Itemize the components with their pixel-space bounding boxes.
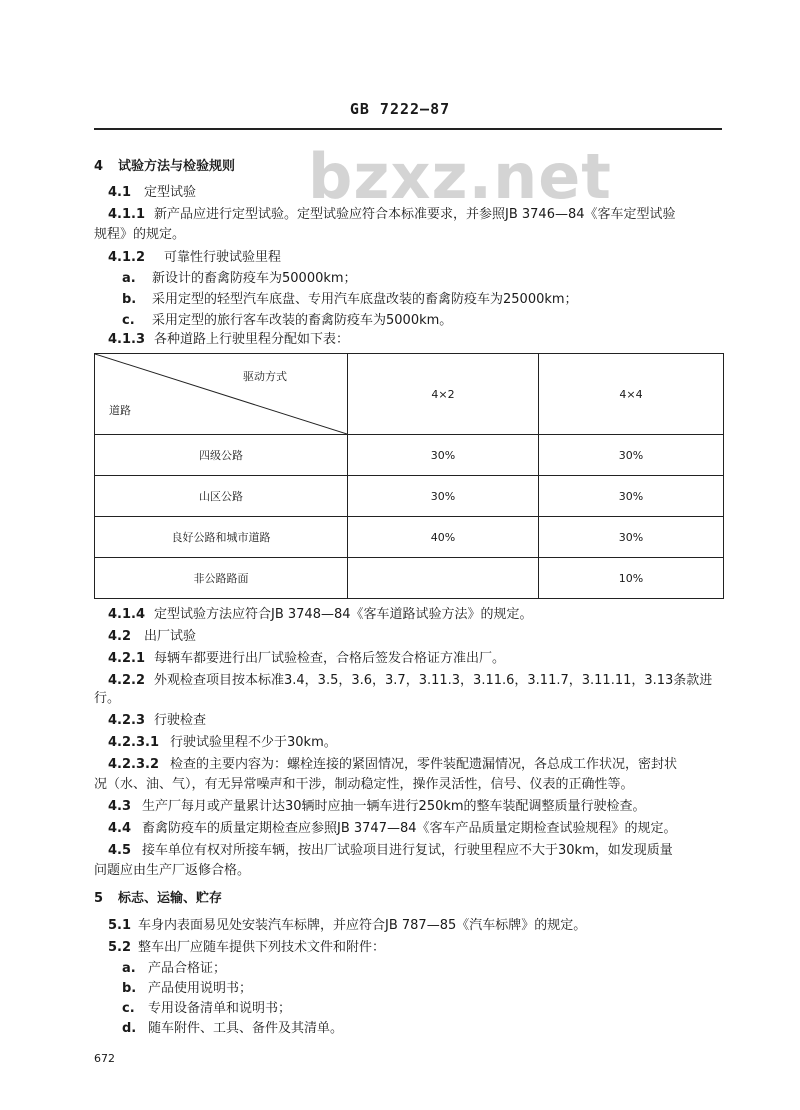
- row-4x2: 30%: [348, 435, 539, 476]
- mileage-table: [94, 353, 724, 599]
- page-header: GB 7222—87: [349, 100, 451, 118]
- clause-4-2-3-2: 4.2.3.2 检查的主要内容为：螺栓连接的紧固情况，零件装配遗漏情况，各总成工作状况，密封状: [108, 757, 678, 772]
- item-a: a. 新设计的畜禽防疫车为50000km；: [122, 271, 357, 286]
- clause-4-1-1-cont: 规程》的规定。: [94, 227, 186, 242]
- row-4x4: 30%: [539, 476, 724, 517]
- table-row: [95, 476, 724, 517]
- item-b: b. 产品使用说明书；: [122, 981, 253, 996]
- row-4x4: 30%: [539, 435, 724, 476]
- item-b: b. 采用定型的轻型汽车底盘、专用汽车底盘改装的畜禽防疫车为25000km；: [122, 292, 578, 307]
- header-road: 道路: [109, 404, 131, 417]
- row-4x4: 10%: [539, 558, 724, 599]
- section-5-heading: 5 标志、运输、贮存: [94, 891, 223, 906]
- clause-4-1-2: 4.1.2 可靠性行驶试验里程: [108, 250, 282, 265]
- header-4x2: 4×2: [348, 354, 539, 435]
- clause-4-2-3-1: 4.2.3.1 行驶试验里程不少于30km。: [108, 735, 337, 750]
- row-road: 非公路路面: [95, 558, 348, 599]
- clause-5-1: 5.1 车身内表面易见处安装汽车标牌，并应符合JB 787—85《汽车标牌》的规定。: [108, 918, 587, 933]
- clause-4-5-cont: 问题应由生产厂返修合格。: [94, 863, 251, 878]
- table-row: [95, 435, 724, 476]
- header-rule: [94, 128, 722, 130]
- watermark: bzxz.net: [308, 140, 612, 213]
- row-4x2: 30%: [348, 476, 539, 517]
- page-number: 672: [94, 1052, 115, 1065]
- clause-4-4: 4.4 畜禽防疫车的质量定期检查应参照JB 3747—84《客车产品质量定期检查试验规程》的规定。: [108, 821, 677, 836]
- diagonal-line: [95, 354, 347, 434]
- table-row: [95, 558, 724, 599]
- clause-4-2-3-2-cont: 况（水、油、气），有无异常噪声和干涉，制动稳定性，操作灵活性，信号、仪表的正确性等。: [94, 777, 634, 792]
- table-row: [95, 517, 724, 558]
- item-c: c. 采用定型的旅行客车改装的畜禽防疫车为5000km。: [122, 313, 453, 328]
- table-diagonal-header: [95, 354, 348, 435]
- clause-4-2-2: 4.2.2 外观检查项目按本标准3.4，3.5，3.6，3.7，3.11.3，3.11.6，3.11.7，3.11.11，3.13条款进: [108, 673, 713, 688]
- item-c: c. 专用设备清单和说明书；: [122, 1001, 292, 1016]
- clause-5-2: 5.2 整车出厂应随车提供下列技术文件和附件：: [108, 940, 386, 955]
- clause-4-2: 4.2 出厂试验: [108, 629, 197, 644]
- row-4x2: 40%: [348, 517, 539, 558]
- clause-4-2-2-cont: 行。: [94, 691, 121, 706]
- clause-4-2-1: 4.2.1 每辆车都要进行出厂试验检查，合格后签发合格证方准出厂。: [108, 651, 506, 666]
- header-4x4: 4×4: [539, 354, 724, 435]
- section-4-heading: 4 试验方法与检验规则: [94, 159, 236, 174]
- clause-4-1: 4.1 定型试验: [108, 185, 197, 200]
- clause-4-5: 4.5 接车单位有权对所接车辆，按出厂试验项目进行复试，行驶里程应不大于30km，如发现质量: [108, 843, 673, 858]
- clause-4-1-3: 4.1.3 各种道路上行驶里程分配如下表：: [108, 332, 350, 347]
- row-road: 山区公路: [95, 476, 348, 517]
- row-4x4: 30%: [539, 517, 724, 558]
- row-road: 良好公路和城市道路: [95, 517, 348, 558]
- clause-4-2-3: 4.2.3 行驶检查: [108, 713, 207, 728]
- row-road: 四级公路: [95, 435, 348, 476]
- header-drive-type: 驱动方式: [243, 370, 287, 383]
- clause-4-1-1: 4.1.1 新产品应进行定型试验。定型试验应符合本标准要求，并参照JB 3746—84《客车定型试验: [108, 207, 676, 222]
- clause-4-3: 4.3 生产厂每月或产量累计达30辆时应抽一辆车进行250km的整车装配调整质量行驶检查。: [108, 799, 646, 814]
- clause-4-1-4: 4.1.4 定型试验方法应符合JB 3748—84《客车道路试验方法》的规定。: [108, 607, 533, 622]
- item-a: a. 产品合格证；: [122, 961, 227, 976]
- item-d: d. 随车附件、工具、备件及其清单。: [122, 1021, 344, 1036]
- row-4x2: [348, 558, 539, 599]
